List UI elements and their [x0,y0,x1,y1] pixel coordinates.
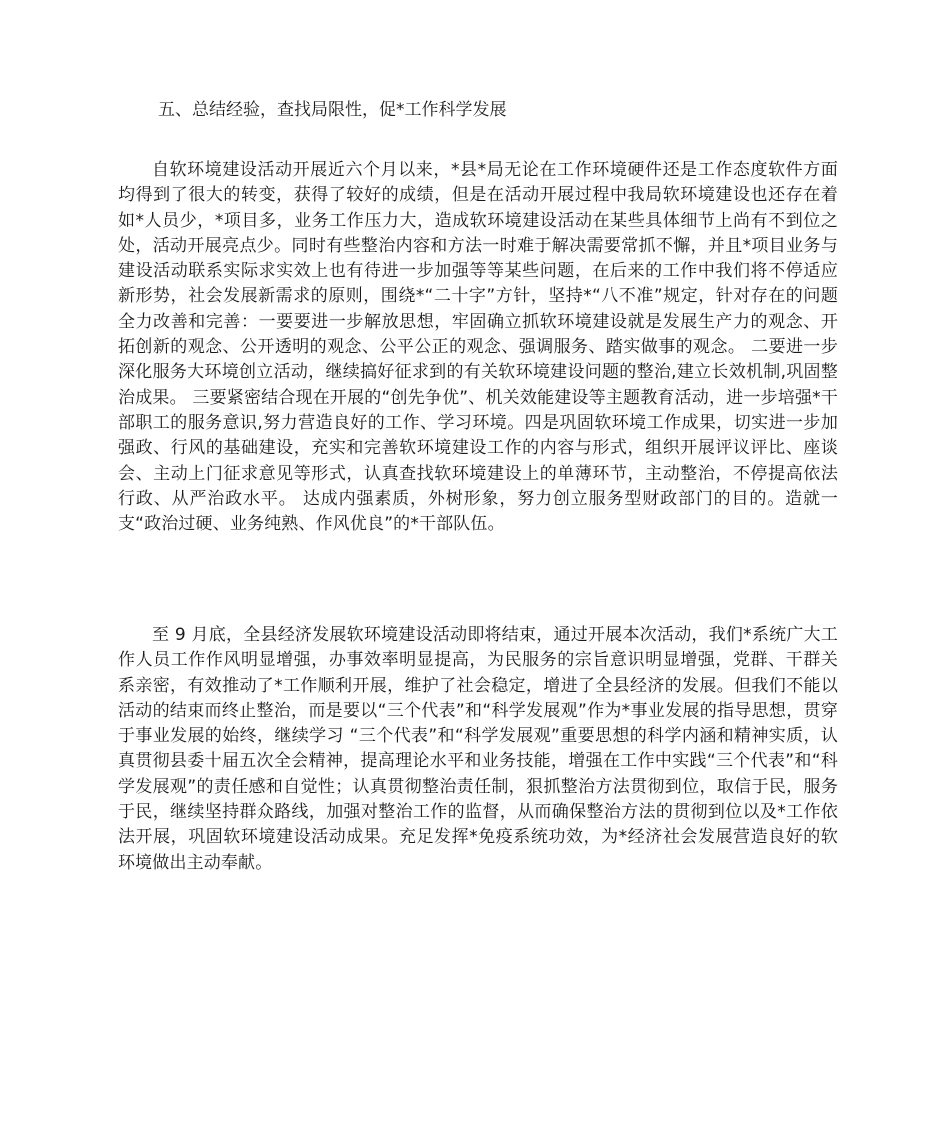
body-paragraph: 至 9 月底，全县经济发展软环境建设活动即将结束，通过开展本次活动，我们*系统广大工作人员工作作风明显增强，办事效率明显提高，为民服务的宗旨意识明显增强，党群、干群关系亲密，有效推动了*工作顺利开展，维护了社会稳定，增进了全县经济的发展。但我们不能以活动的结束而终止整治，而是要以“三个代表”和“科学发展观”作为*事业发展的指导思想，贯穿于事业发展的始终，继续学习 “三个代表”和“科学发展观”重要思想的科学内涵和精神实质，认真贯彻县委十届五次全会精神，提高理论水平和业务技能，增强在工作中实践“三个代表”和“科学发展观”的责任感和自觉性；认真贯彻整治责任制，狠抓整治方法贯彻到位，取信于民，服务于民，继续坚持群众路线，加强对整治工作的监督，从而确保整治方法的贯彻到位以及*工作依法开展，巩固软环境建设活动成果。充足发挥*免疫系统功效，为*经济社会发展营造良好的软环境做出主动奉献。 [118,625,838,873]
section-heading: 五、总结经验，查找局限性，促*工作科学发展 [158,100,507,120]
body-paragraph: 自软环境建设活动开展近六个月以来，*县*局无论在工作环境硬件还是工作态度软件方面均得到了很大的转变，获得了较好的成绩，但是在活动开展过程中我局软环境建设也还存在着如*人员少，*项目多，业务工作压力大，造成软环境建设活动在某些具体细节上尚有不到位之处，活动开展亮点少。同时有些整治内容和方法一时难于解决需要常抓不懈，并且*项目业务与建设活动联系实际求实效上也有待进一步加强等等某些问题，在后来的工作中我们将不停适应新形势，社会发展新需求的原则，围绕*“二十字”方针，坚持*“八不准”规定，针对存在的问题全力改善和完善：一要要进一步解放思想，牢固确立抓软环境建设就是发展生产力的观念、开拓创新的观念、公开透明的观念、公平公正的观念、强调服务、踏实做事的观念。 二要进一步深化服务大环境创立活动，继续搞好征求到的有关软环境建设问题的整治,建立长效机制,巩固整治成果。 三要紧密结合现在开展的“创先争优”、机关效能建设等主题教育活动，进一步培强*干部职工的服务意识,努力营造良好的工作、学习环境。四是巩固软环境工作成果，切实进一步加强政、行风的基础建设，充实和完善软环境建设工作的内容与形式，组织开展评议评比、座谈会、主动上门征求意见等形式，认真查找软环境建设上的单薄环节，主动整治，不停提高依法行政、从严治政水平。 达成内强素质，外树形象，努力创立服务型财政部门的目的。造就一支“政治过硬、业务纯熟、作风优良”的*干部队伍。 [118,160,838,535]
